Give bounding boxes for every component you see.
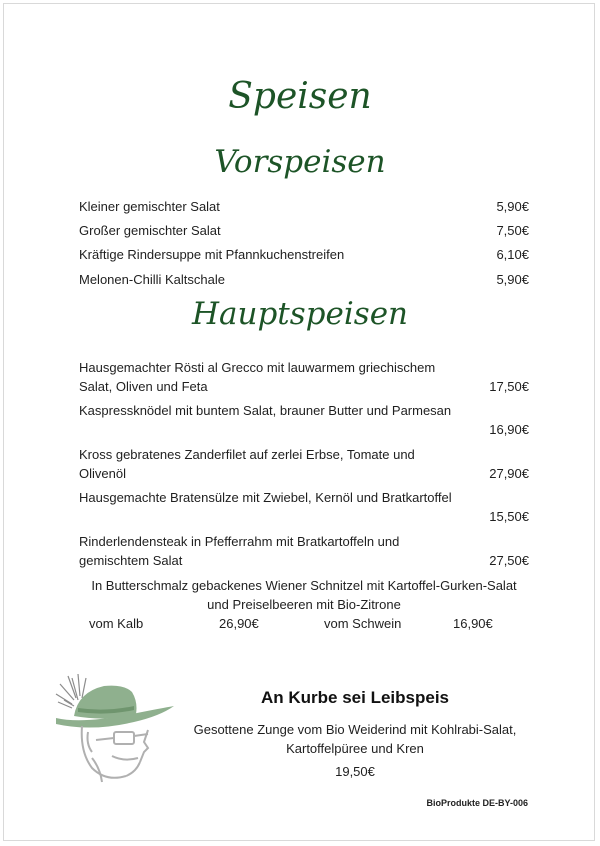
section-heading-hauptspeisen: Hauptspeisen xyxy=(191,296,409,332)
menu-item-price: 16,90€ xyxy=(489,422,529,437)
man-with-hat-icon xyxy=(52,672,178,786)
menu-item-name: Hausgemachte Bratensülze mit Zwiebel, Kernöl und Bratkartoffel xyxy=(79,490,452,505)
schnitzel-schwein-price: 16,90€ xyxy=(453,616,493,631)
menu-item-name: Kräftige Rindersuppe mit Pfannkuchenstreifen xyxy=(79,247,345,262)
menu-item-name: Melonen-Chilli Kaltschale xyxy=(79,272,225,287)
menu-item-name: Kaspressknödel mit buntem Salat, brauner Butter und Parmesan xyxy=(79,403,452,418)
schnitzel-description: In Butterschmalz gebackenes Wiener Schnitzel mit Kartoffel-Gurken-Salat und Preiselbeeren mit Bio-Zitrone xyxy=(91,578,517,612)
menu-item-price: 7,50€ xyxy=(496,223,529,238)
schnitzel-schwein-label: vom Schwein xyxy=(324,616,402,631)
menu-item-name: Kross gebratenes Zanderfilet auf zerlei Erbse, Tomate und Olivenöl xyxy=(79,447,415,481)
menu-item-price: 15,50€ xyxy=(489,509,529,524)
menu-item-price: 5,90€ xyxy=(496,199,529,214)
menu-item-price: 27,90€ xyxy=(489,466,529,481)
menu-item-name: Großer gemischter Salat xyxy=(79,223,221,238)
menu-item-price: 17,50€ xyxy=(489,379,529,394)
menu-item-price: 27,50€ xyxy=(489,553,529,568)
special-title: An Kurbe sei Leibspeis xyxy=(261,688,449,707)
page-title: Speisen xyxy=(228,76,372,117)
menu-item-name: Kleiner gemischter Salat xyxy=(79,199,220,214)
menu-item-name: Rinderlendensteak in Pfefferrahm mit Bratkartoffeln und gemischtem Salat xyxy=(79,534,400,568)
schnitzel-kalb-price: 26,90€ xyxy=(219,616,259,631)
menu-item-name: Hausgemachter Rösti al Grecco mit lauwarmem griechischem Salat, Oliven und Feta xyxy=(79,360,436,394)
schnitzel-kalb-label: vom Kalb xyxy=(89,616,144,631)
section-heading-vorspeisen: Vorspeisen xyxy=(214,144,386,180)
menu-item-price: 5,90€ xyxy=(496,272,529,287)
menu-item-price: 6,10€ xyxy=(496,247,529,262)
special-price: 19,50€ xyxy=(335,764,375,779)
bio-certification: BioProdukte DE-BY-006 xyxy=(426,798,528,808)
special-description: Gesottene Zunge vom Bio Weiderind mit Kohlrabi-Salat, Kartoffelpüree und Kren xyxy=(193,722,517,756)
